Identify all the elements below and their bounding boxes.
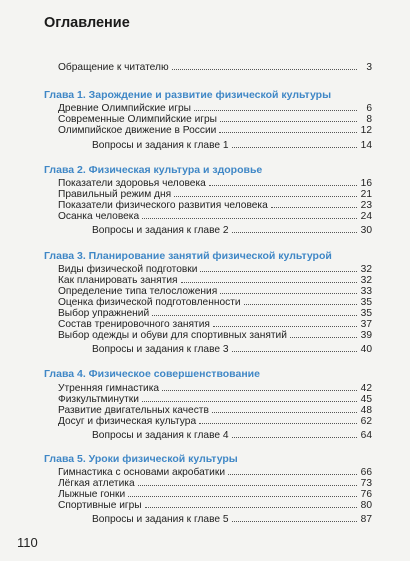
toc-entry-questions[interactable]	[92, 513, 372, 525]
dot-leader	[181, 274, 357, 283]
toc-entry-questions[interactable]	[92, 139, 372, 151]
dot-leader	[220, 113, 357, 122]
toc-entry-page: 62	[360, 416, 372, 427]
dot-leader	[213, 318, 357, 327]
toc-entry-label: Лёгкая атлетика	[58, 478, 135, 489]
dot-leader	[220, 285, 357, 294]
dot-leader	[174, 188, 357, 197]
toc-entry-page: 87	[360, 514, 372, 525]
toc-entry-label: Вопросы и задания к главе 1	[92, 140, 229, 151]
toc-entry-label: Олимпийское движение в России	[58, 125, 217, 136]
toc-entry[interactable]	[58, 499, 372, 511]
dot-leader	[162, 382, 357, 391]
chapter-heading-1[interactable]: Глава 1. Зарождение и развитие физической культуры	[44, 89, 332, 101]
page-number: 110	[17, 535, 38, 550]
dot-leader	[232, 513, 357, 522]
chapter-heading-3[interactable]: Глава 3. Планирование занятий физической культурой	[44, 250, 332, 262]
toc-entry-page: 76	[360, 489, 372, 500]
toc-entry-label: Современные Олимпийские игры	[58, 114, 217, 125]
toc-entry-label: Выбор одежды и обуви для спортивных занятий	[58, 330, 287, 341]
dot-leader	[200, 263, 357, 272]
toc-entry-page: 35	[360, 297, 372, 308]
toc-entry-page: 23	[360, 200, 372, 211]
toc-entry-label: Древние Олимпийские игры	[58, 103, 191, 114]
dot-leader	[172, 61, 357, 70]
toc-entry-label: Показатели физического развития человека	[58, 200, 268, 211]
dot-leader	[232, 139, 357, 148]
toc-entry-page: 8	[366, 114, 372, 125]
toc-entry-label: Утренняя гимнастика	[58, 383, 160, 394]
chapter-heading-4[interactable]: Глава 4. Физическое совершенствование	[44, 368, 260, 380]
toc-entry-label: Развитие двигательных качеств	[58, 405, 209, 416]
toc-entry-page: 39	[360, 330, 372, 341]
chapter-heading-2[interactable]: Глава 2. Физическая культура и здоровье	[44, 164, 263, 176]
toc-entry-label: Вопросы и задания к главе 5	[92, 514, 229, 525]
toc-entry-label: Как планировать занятия	[58, 275, 178, 286]
toc-entry-page: 66	[360, 467, 372, 478]
toc-entry-page: 33	[360, 286, 372, 297]
toc-entry-page: 40	[360, 344, 372, 355]
dot-leader	[232, 224, 357, 233]
toc-entry-questions[interactable]	[92, 429, 372, 441]
toc-entry[interactable]	[58, 210, 372, 222]
dot-leader	[212, 404, 357, 413]
toc-entry-label: Досуг и физическая культура	[58, 416, 197, 427]
toc-entry-page: 3	[366, 62, 372, 73]
dot-leader	[209, 177, 357, 186]
toc-entry-label: Оценка физической подготовленности	[58, 297, 241, 308]
toc-entry-page: 21	[360, 189, 372, 200]
toc-entry-page: 73	[360, 478, 372, 489]
dot-leader	[232, 343, 357, 352]
dot-leader	[271, 199, 357, 208]
toc-entry-page: 48	[360, 405, 372, 416]
toc-entry-label: Спортивные игры	[58, 500, 142, 511]
toc-title: Оглавление	[44, 15, 130, 31]
toc-entry-label: Состав тренировочного занятия	[58, 319, 210, 330]
toc-entry-questions[interactable]	[92, 343, 372, 355]
toc-entry-label: Правильный режим дня	[58, 189, 172, 200]
dot-leader	[290, 329, 357, 338]
toc-entry-label: Вопросы и задания к главе 4	[92, 430, 229, 441]
dot-leader	[128, 488, 357, 497]
toc-entry-page: 64	[360, 430, 372, 441]
dot-leader	[219, 124, 357, 133]
chapter-heading-5[interactable]: Глава 5. Уроки физической культуры	[44, 453, 238, 465]
dot-leader	[142, 210, 357, 219]
dot-leader	[142, 393, 357, 402]
toc-entry-label: Показатели здоровья человека	[58, 178, 206, 189]
toc-entry-page: 32	[360, 264, 372, 275]
toc-entry-page: 80	[360, 500, 372, 511]
dot-leader	[228, 466, 357, 475]
toc-entry-intro[interactable]	[58, 61, 372, 73]
dot-leader	[138, 477, 357, 486]
toc-entry-page: 14	[360, 140, 372, 151]
toc-entry-page: 12	[360, 125, 372, 136]
toc-entry-page: 45	[360, 394, 372, 405]
toc-entry-page: 6	[366, 103, 372, 114]
toc-entry-label: Выбор упражнений	[58, 308, 150, 319]
toc-entry-label: Физкультминутки	[58, 394, 139, 405]
toc-entry-page: 37	[360, 319, 372, 330]
toc-entry-page: 32	[360, 275, 372, 286]
toc-entry[interactable]	[58, 415, 372, 427]
toc-entry-questions[interactable]	[92, 224, 372, 236]
toc-entry-page: 35	[360, 308, 372, 319]
toc-entry-page: 30	[360, 225, 372, 236]
toc-entry-label: Осанка человека	[58, 211, 140, 222]
toc-entry-label: Вопросы и задания к главе 2	[92, 225, 229, 236]
dot-leader	[194, 102, 357, 111]
dot-leader	[232, 429, 357, 438]
dot-leader	[244, 296, 357, 305]
toc-entry-label: Вопросы и задания к главе 3	[92, 344, 229, 355]
toc-entry-page: 42	[360, 383, 372, 394]
dot-leader	[145, 499, 357, 508]
dot-leader	[199, 415, 357, 424]
dot-leader	[152, 307, 357, 316]
toc-entry-label: Гимнастика с основами акробатики	[58, 467, 226, 478]
toc-entry-label: Виды физической подготовки	[58, 264, 198, 275]
toc-entry-label: Обращение к читателю	[58, 62, 169, 73]
toc-entry[interactable]	[58, 124, 372, 136]
toc-entry-label: Лыжные гонки	[58, 489, 126, 500]
toc-entry-page: 16	[360, 178, 372, 189]
toc-entry[interactable]	[58, 329, 372, 341]
toc-entry-page: 24	[360, 211, 372, 222]
toc-entry-label: Определение типа телосложения	[58, 286, 218, 297]
